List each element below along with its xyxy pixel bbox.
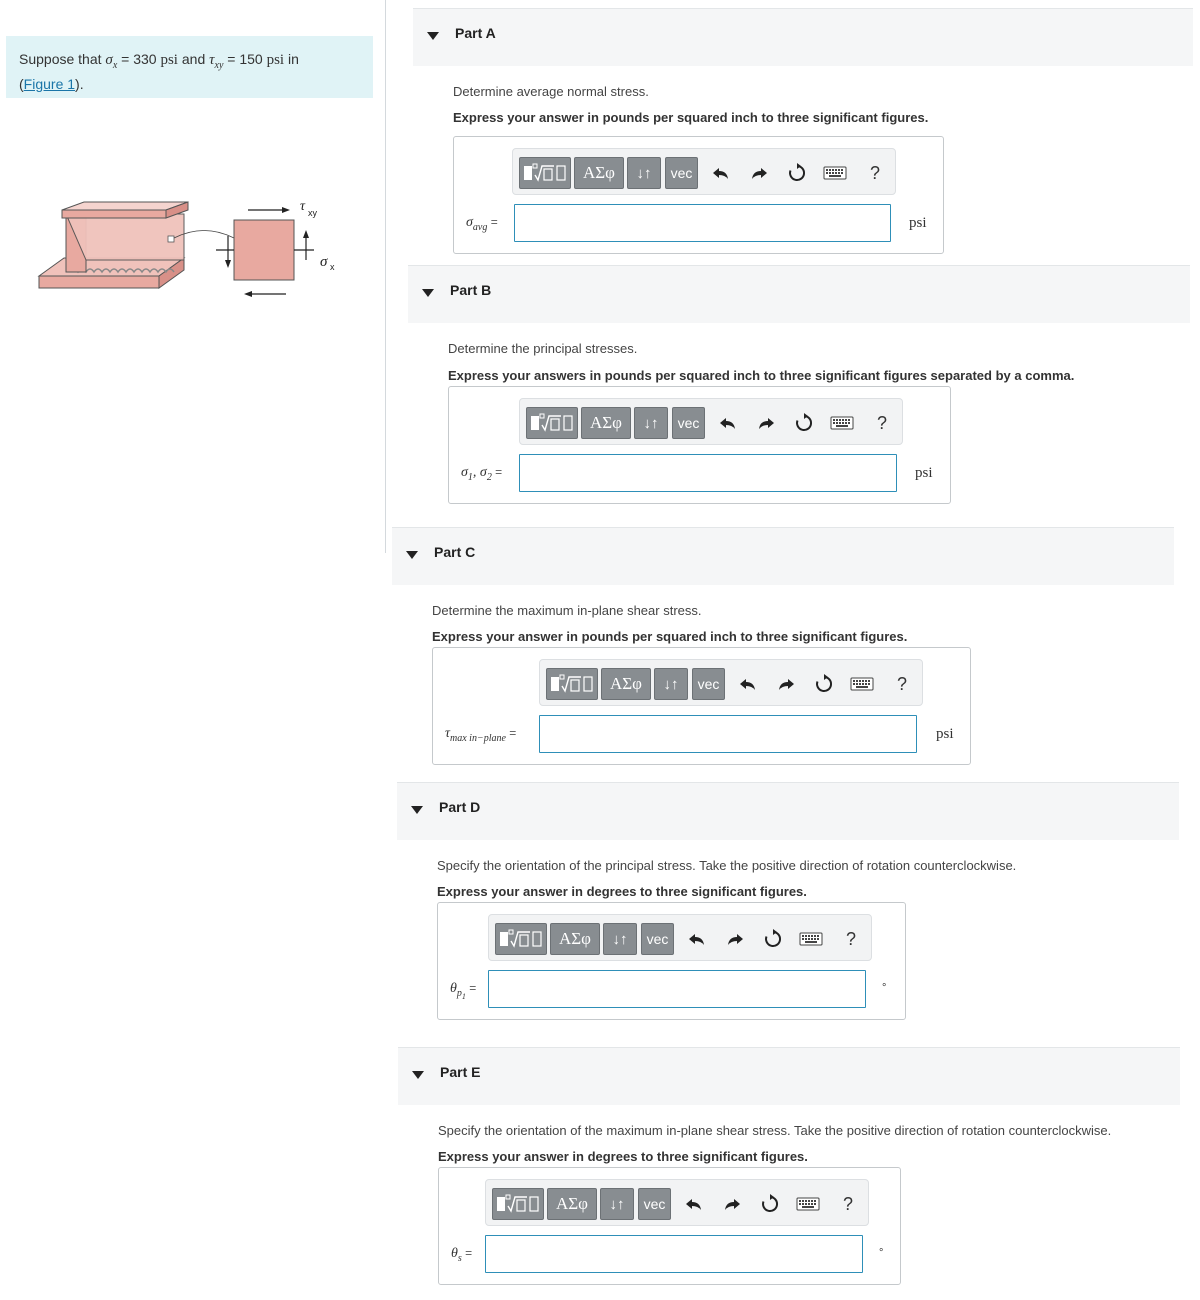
instruction-text: Express your answers in pounds per squared inch to three significant figures separated by a comma. [448, 368, 1075, 383]
equals-sign: = [505, 726, 517, 740]
equals-sign: = [491, 465, 503, 479]
unit-label: ° [882, 982, 887, 994]
redo-icon[interactable] [754, 411, 778, 435]
reset-icon[interactable] [792, 411, 816, 435]
template-button[interactable] [519, 157, 571, 189]
variable-label [451, 1246, 472, 1264]
template-button[interactable] [492, 1188, 544, 1220]
caret-down-icon[interactable] [412, 1071, 424, 1079]
intro-in: in [284, 51, 299, 67]
equals-sign: = [465, 981, 477, 995]
undo-icon[interactable] [716, 411, 740, 435]
tau-unit: psi [266, 52, 285, 68]
redo-icon[interactable] [723, 927, 747, 951]
question-text: Specify the orientation of the maximum in-plane shear stress. Take the positive direction of rotation counterclockwise. [438, 1123, 1112, 1138]
vec-button[interactable]: vec [692, 668, 725, 700]
part-e [398, 1047, 1180, 1287]
reset-icon[interactable] [761, 927, 785, 951]
sigma-subscript: x [112, 59, 118, 71]
part-header[interactable] [408, 265, 1190, 323]
question-text: Specify the orientation of the principal stress. Take the positive direction of rotation counterclockwise. [437, 858, 1017, 873]
instruction-text: Express your answer in pounds per squared inch to three significant figures. [453, 110, 929, 125]
arrows-button[interactable]: ↓↑ [634, 407, 668, 439]
caret-down-icon[interactable] [422, 289, 434, 297]
caret-down-icon[interactable] [427, 32, 439, 40]
answer-box [438, 1167, 901, 1285]
keyboard-icon[interactable] [797, 927, 825, 951]
problem-statement [6, 36, 373, 98]
arrows-button[interactable]: ↓↑ [654, 668, 688, 700]
tau-value: = 150 [223, 51, 267, 67]
greek-button[interactable]: ΑΣφ [547, 1188, 597, 1220]
var-sub: max in−plane [450, 732, 506, 744]
part-b [408, 265, 1190, 506]
template-button[interactable] [495, 923, 547, 955]
vec-button[interactable]: vec [665, 157, 698, 189]
part-header[interactable] [397, 782, 1179, 840]
answer-box [448, 386, 951, 504]
arrows-button[interactable]: ↓↑ [627, 157, 661, 189]
template-button[interactable] [546, 668, 598, 700]
template-icon [549, 673, 595, 695]
variable-label [445, 726, 516, 744]
help-button[interactable]: ? [845, 928, 856, 949]
answer-input[interactable] [514, 204, 891, 242]
vec-button[interactable]: vec [638, 1188, 671, 1220]
help-button[interactable]: ? [876, 412, 887, 433]
undo-icon[interactable] [709, 161, 733, 185]
undo-icon[interactable] [685, 927, 709, 951]
reset-icon[interactable] [812, 672, 836, 696]
var-symbol: θ [450, 981, 457, 996]
arrows-button[interactable]: ↓↑ [600, 1188, 634, 1220]
math-toolbar [539, 659, 923, 706]
equals-sign: = [487, 215, 498, 229]
instruction-text: Express your answer in degrees to three significant figures. [438, 1149, 808, 1164]
answer-input[interactable] [485, 1235, 863, 1273]
redo-icon[interactable] [747, 161, 771, 185]
template-icon [495, 1193, 541, 1215]
vec-button[interactable]: vec [672, 407, 705, 439]
left-panel [0, 0, 386, 553]
greek-button[interactable]: ΑΣφ [574, 157, 624, 189]
sigma-x-label: σ [320, 254, 328, 270]
variable-label [461, 465, 502, 483]
greek-button[interactable]: ΑΣφ [550, 923, 600, 955]
math-toolbar [519, 398, 903, 445]
var-symbol: σ [466, 215, 473, 230]
template-icon [498, 928, 544, 950]
keyboard-icon[interactable] [794, 1192, 822, 1216]
figure-link[interactable]: Figure 1 [23, 75, 76, 92]
var-sub: s [457, 1252, 462, 1264]
answer-input[interactable] [488, 970, 866, 1008]
template-icon [522, 162, 568, 184]
undo-icon[interactable] [682, 1192, 706, 1216]
tau-xy-label: τ [300, 199, 306, 214]
vec-button[interactable]: vec [641, 923, 674, 955]
equals-sign: = [461, 1246, 473, 1260]
sigma-unit: psi [160, 52, 178, 68]
var-sub2: 2 [486, 471, 492, 483]
part-d [397, 782, 1179, 1022]
sigma-value: = 330 [117, 51, 161, 67]
part-a [413, 8, 1193, 256]
tau-symbol: τ [209, 52, 215, 68]
math-toolbar [512, 148, 896, 195]
reset-icon[interactable] [758, 1192, 782, 1216]
answer-box [432, 647, 971, 765]
paren-open: ( [19, 75, 24, 92]
instruction-text: Express your answer in pounds per squared inch to three significant figures. [432, 629, 908, 644]
intro-and: and [177, 51, 210, 67]
arrows-button[interactable]: ↓↑ [603, 923, 637, 955]
question-text: Determine average normal stress. [453, 84, 649, 99]
variable-label [466, 215, 498, 233]
part-c [392, 527, 1174, 767]
greek-button[interactable]: ΑΣφ [581, 407, 631, 439]
var-symbol: σ [461, 465, 468, 480]
unit-label: psi [936, 726, 954, 742]
redo-icon[interactable] [720, 1192, 744, 1216]
intro-text: Suppose that [19, 51, 106, 67]
part-title: Part C [434, 544, 476, 560]
part-header[interactable] [413, 8, 1193, 66]
var-symbol: τ [445, 726, 451, 741]
unit-label: psi [915, 465, 933, 481]
greek-button[interactable]: ΑΣφ [601, 668, 651, 700]
help-button[interactable]: ? [869, 162, 880, 183]
redo-icon[interactable] [774, 672, 798, 696]
template-button[interactable] [526, 407, 578, 439]
caret-down-icon[interactable] [411, 806, 423, 814]
part-header[interactable] [398, 1047, 1180, 1105]
var-sub: 1 [467, 471, 473, 483]
caret-down-icon[interactable] [406, 551, 418, 559]
part-header[interactable] [392, 527, 1174, 585]
part-title: Part E [440, 1064, 481, 1080]
math-toolbar [488, 914, 872, 961]
reset-icon[interactable] [785, 161, 809, 185]
math-toolbar [485, 1179, 869, 1226]
question-text: Determine the maximum in-plane shear stress. [432, 603, 702, 618]
help-button[interactable]: ? [842, 1193, 853, 1214]
question-text: Determine the principal stresses. [448, 341, 638, 356]
undo-icon[interactable] [736, 672, 760, 696]
instruction-text: Express your answer in degrees to three significant figures. [437, 884, 807, 899]
var-sub: p [456, 987, 462, 999]
var-symbol: θ [451, 1246, 458, 1261]
var-sub-sub: 1 [461, 991, 466, 1001]
answer-input[interactable] [519, 454, 897, 492]
part-title: Part B [450, 282, 492, 298]
sigma-symbol: σ [105, 52, 113, 68]
template-icon [529, 412, 575, 434]
part-title: Part A [455, 25, 496, 41]
tau-xy-sub: xy [308, 208, 317, 218]
part-title: Part D [439, 799, 481, 815]
var-sub: avg [472, 221, 488, 233]
unit-label: psi [909, 215, 927, 231]
help-button[interactable]: ? [896, 673, 907, 694]
beam-figure [34, 198, 354, 308]
answer-box [453, 136, 944, 254]
keyboard-icon[interactable] [821, 161, 849, 185]
paren-close: ). [75, 75, 84, 92]
sigma-x-sub: x [330, 262, 335, 272]
tau-subscript: xy [214, 59, 224, 71]
answer-box [437, 902, 906, 1020]
unit-label: ° [879, 1247, 884, 1259]
keyboard-icon[interactable] [848, 672, 876, 696]
var-mid: , σ [472, 465, 487, 480]
keyboard-icon[interactable] [828, 411, 856, 435]
variable-label [450, 981, 476, 1001]
answer-input[interactable] [539, 715, 917, 753]
